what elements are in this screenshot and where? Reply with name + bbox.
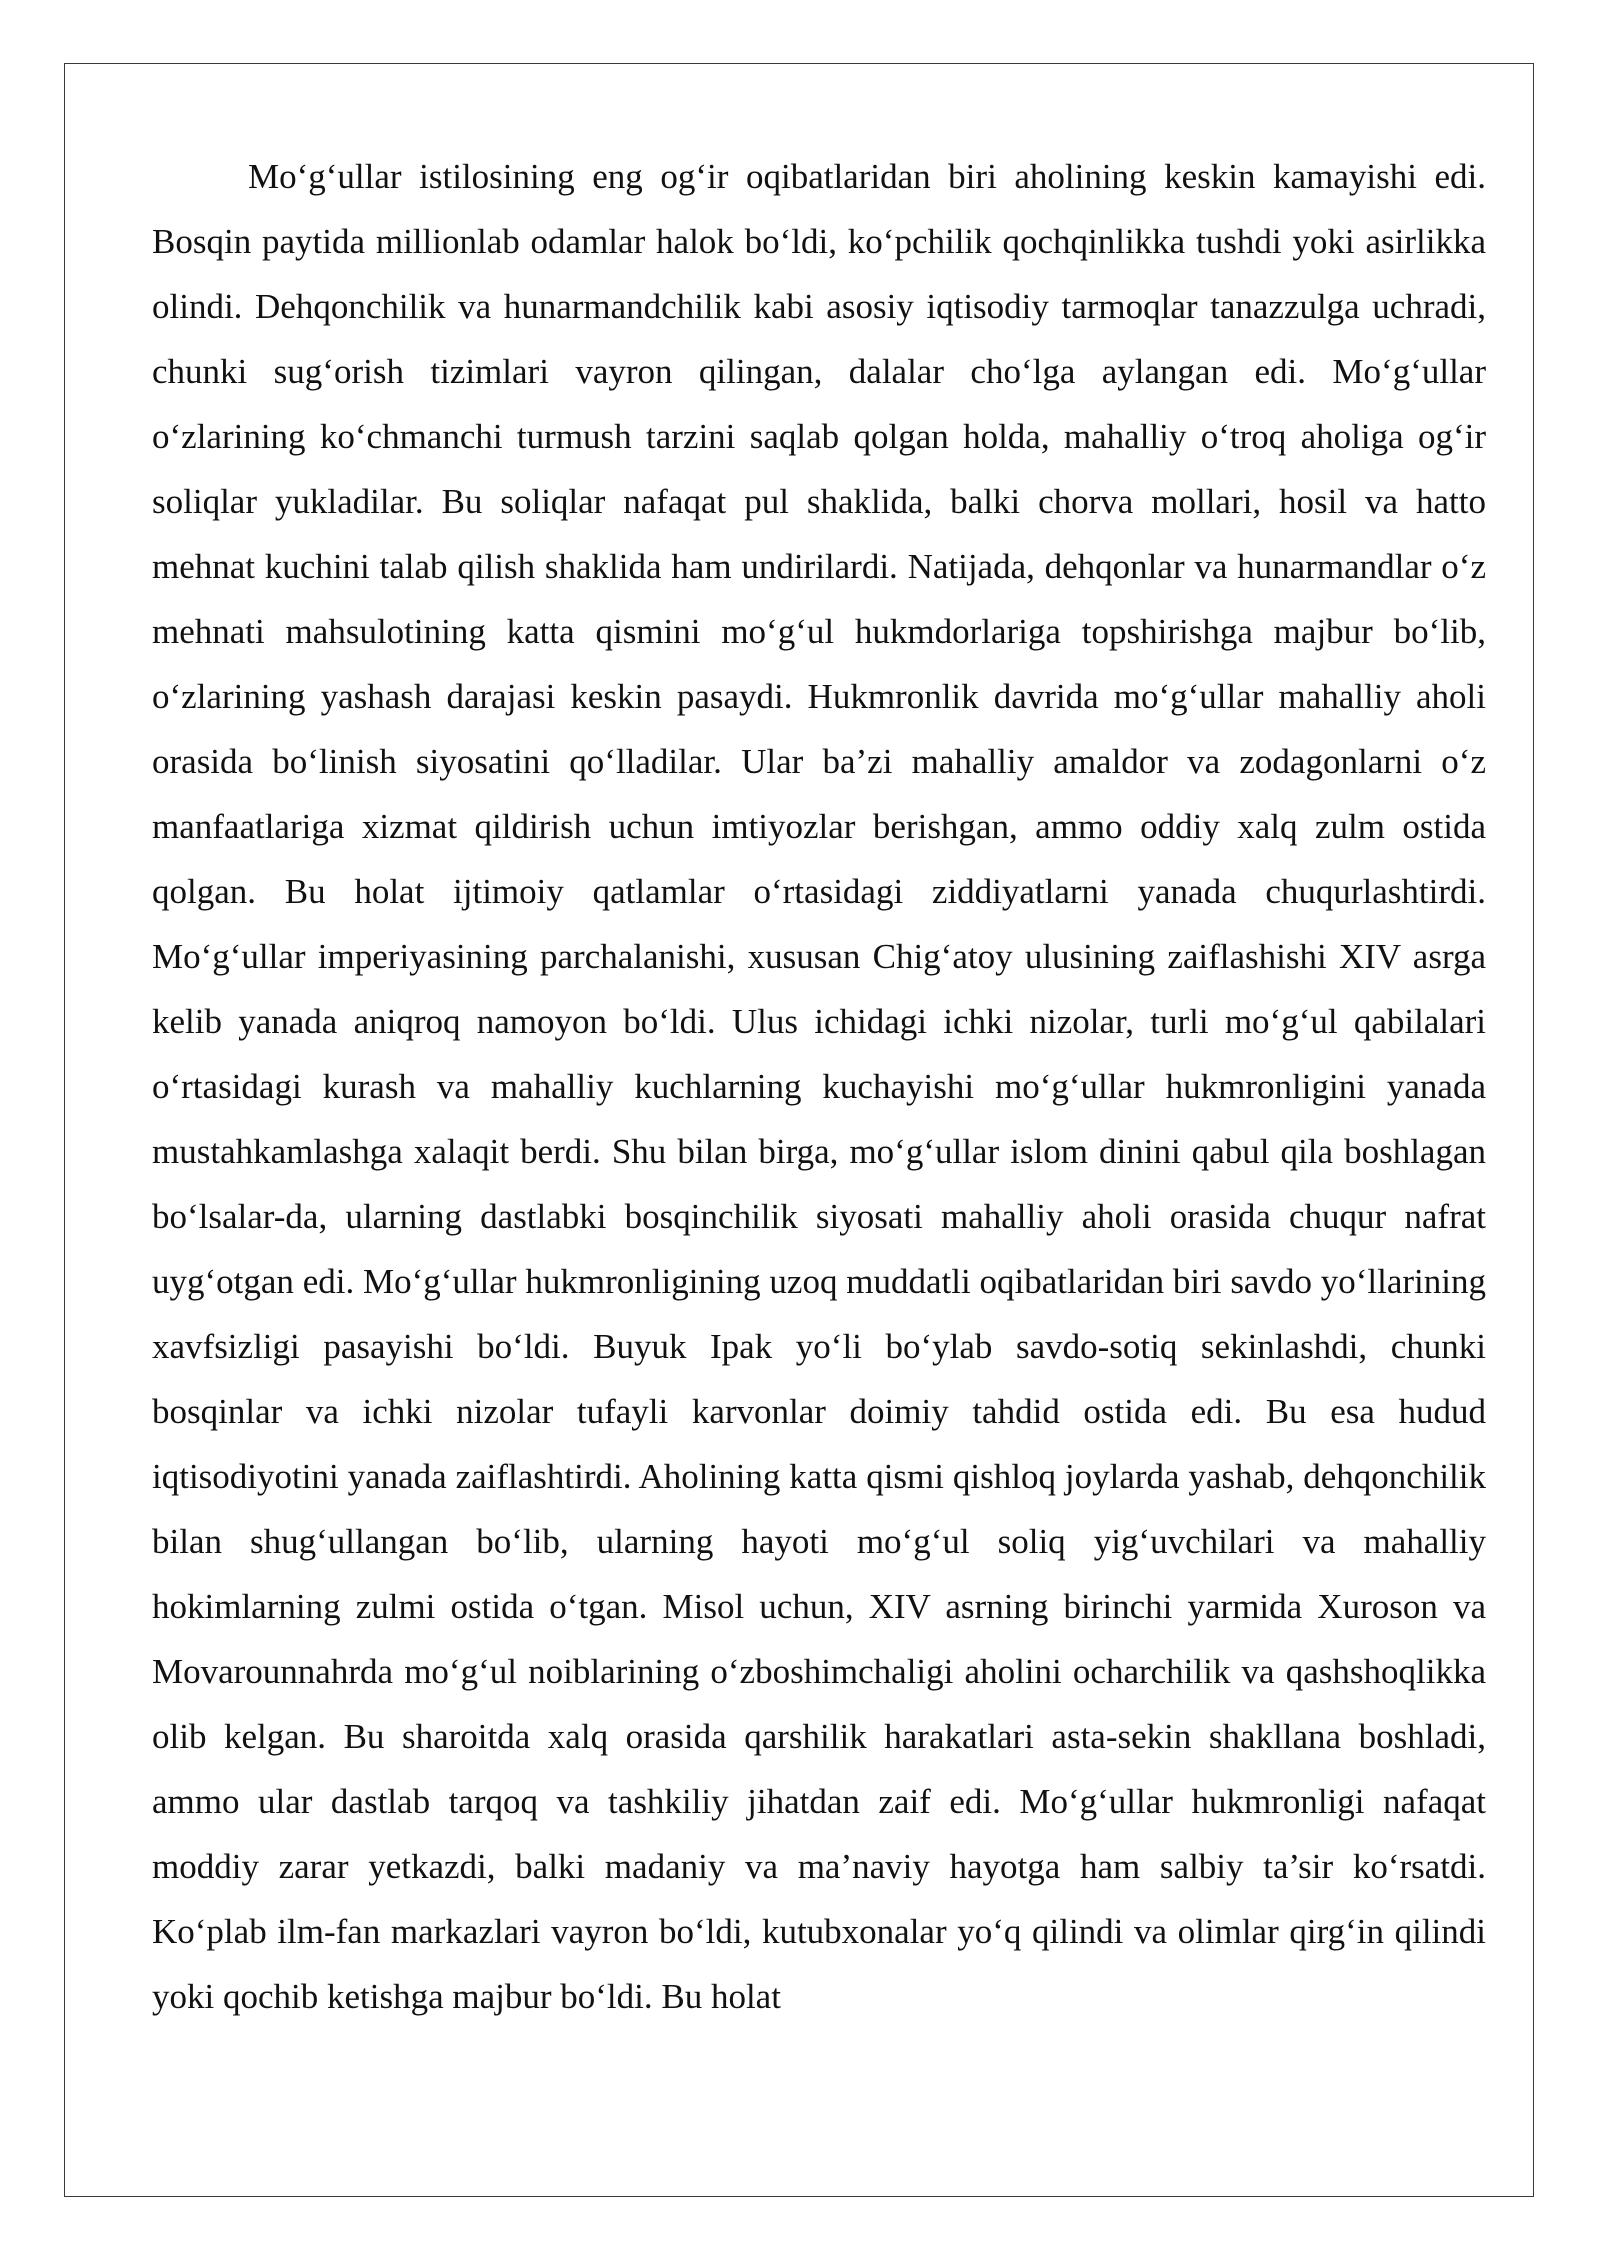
body-paragraph: Mo‘g‘ullar istilosining eng og‘ir oqibatlaridan biri aholining keskin kamayishi edi. Bosqin paytida millionlab odamlar halok bo‘ldi, ko‘pchilik qochqinlikka tushdi yoki asirlikka olindi. Dehqonchilik va hunarmandchilik kabi asosiy iqtisodiy tarmoqlar tanazzulga uchradi, chunki sug‘orish tizimlari vayron qilingan, dalalar cho‘lga aylangan edi. Mo‘g‘ullar o‘zlarining ko‘chmanchi turmush tarzini saqlab qolgan holda, mahalliy o‘troq aholiga og‘ir soliqlar yukladilar. Bu soliqlar nafaqat pul shaklida, balki chorva mollari, hosil va hatto mehnat kuchini talab qilish shaklida ham undirilardi. Natijada, dehqonlar va hunarmandlar o‘z mehnati mahsulotining katta qismini mo‘g‘ul hukmdorlariga topshirishga majbur bo‘lib, o‘zlarining yashash darajasi keskin pasaydi. Hukmronlik davrida mo‘g‘ullar mahalliy aholi orasida bo‘linish siyosatini qo‘lladilar. Ular ba’zi mahalliy amaldor va zodagonlarni o‘z manfaatlariga xizmat qildirish uchun imtiyozlar berishgan, ammo oddiy xalq zulm ostida qolgan. Bu holat ijtimoiy qatlamlar o‘rtasidagi ziddiyatlarni yanada chuqurlashtirdi. Mo‘g‘ullar imperiyasining parchalanishi, xususan Chig‘atoy ulusining zaiflashishi XIV asrga kelib yanada aniqroq namoyon bo‘ldi. Ulus ichidagi ichki nizolar, turli mo‘g‘ul qabilalari o‘rtasidagi kurash va mahalliy kuchlarning kuchayishi mo‘g‘ullar hukmronligini yanada mustahkamlashga xalaqit berdi. Shu bilan birga, mo‘g‘ullar islom dinini qabul qila boshlagan bo‘lsalar-da, ularning dastlabki bosqinchilik siyosati mahalliy aholi orasida chuqur nafrat uyg‘otgan edi. Mo‘g‘ullar hukmronligining uzoq muddatli oqibatlaridan biri savdo yo‘llarining xavfsizligi pasayishi bo‘ldi. Buyuk Ipak yo‘li bo‘ylab savdo-sotiq sekinlashdi, chunki bosqinlar va ichki nizolar tufayli karvonlar doimiy tahdid ostida edi. Bu esa hudud iqtisodiyotini yanada zaiflashtirdi. Aholining katta qismi qishloq joylarda yashab, dehqonchilik bilan shug‘ullangan bo‘lib, ularning hayoti mo‘g‘ul soliq yig‘uvchilari va mahalliy hokimlarning zulmi ostida o‘tgan. Misol uchun, XIV asrning birinchi yarmida Xuroson va Movarounnahrda mo‘g‘ul noiblarining o‘zboshimchaligi aholini ocharchilik va qashshoqlikka olib kelgan. Bu sharoitda xalq orasida qarshilik harakatlari asta-sekin shakllana boshladi, ammo ular dastlab tarqoq va tashkiliy jihatdan zaif edi. Mo‘g‘ullar hukmronligi nafaqat moddiy zarar yetkazdi, balki madaniy va ma’naviy hayotga ham salbiy ta’sir ko‘rsatdi. Ko‘plab ilm-fan markazlari vayron bo‘ldi, kutubxonalar yo‘q qilindi va olimlar qirg‘in qilindi yoki qochib ketishga majbur bo‘ldi. Bu holat bbox=[152, 157, 1486, 2016]
